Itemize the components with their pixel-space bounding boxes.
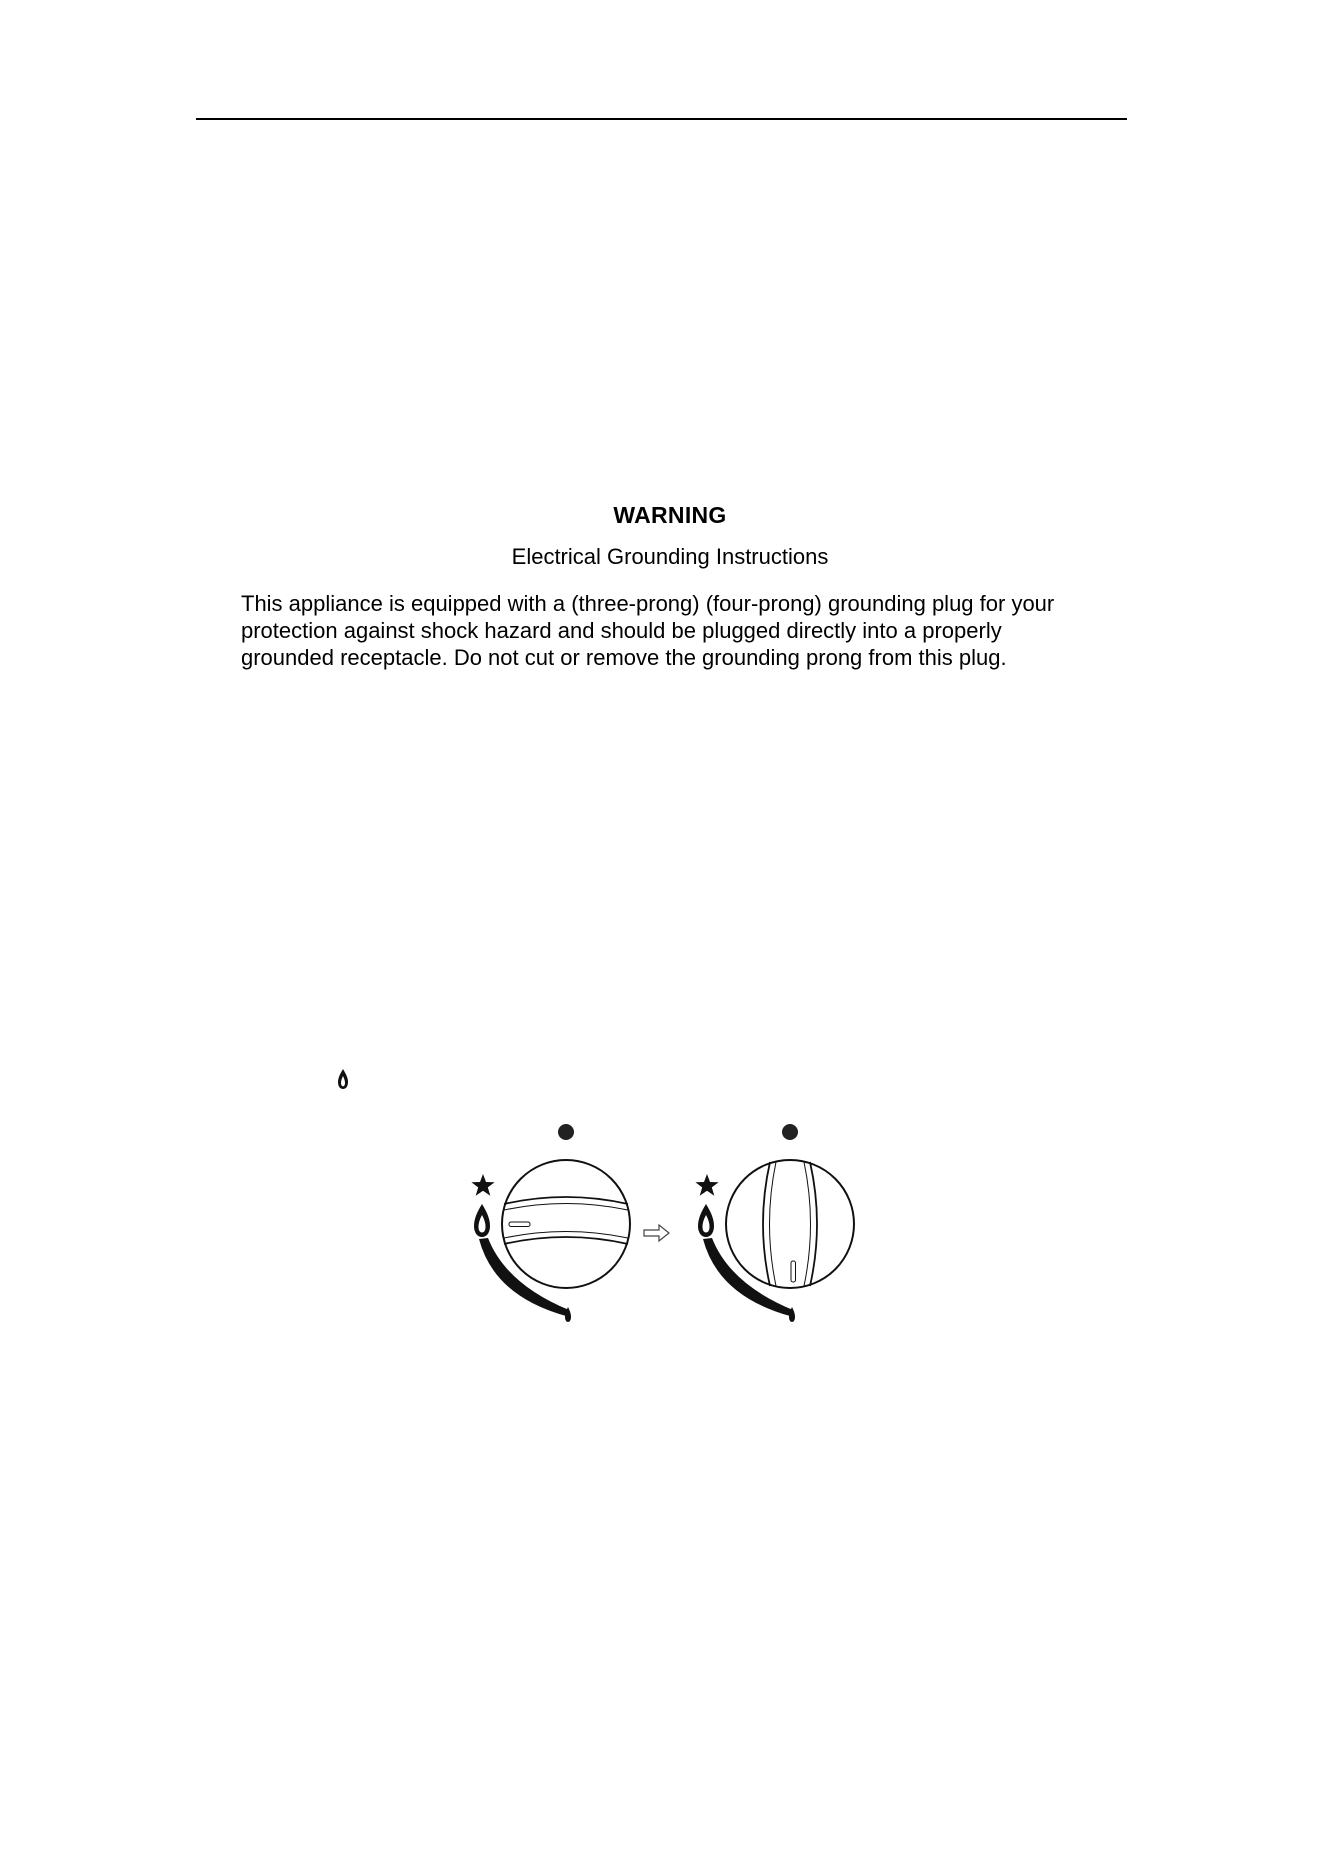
warning-title: WARNING — [613, 502, 727, 528]
ignition-star-icon — [471, 1174, 494, 1196]
off-dot-icon — [782, 1124, 798, 1140]
warning-body-text: This appliance is equipped with a (three-prong) (four-prong) grounding plug for your protection against shock hazard and should be plugged directly into a properly grounded receptacle. Do not cut or remove the grounding prong from this plug. — [241, 591, 1055, 670]
off-dot-icon — [558, 1124, 574, 1140]
warning-subtitle: Electrical Grounding Instructions — [511, 544, 829, 569]
knob-diagram — [466, 1118, 866, 1330]
knob-dial — [726, 1160, 854, 1288]
flame-icon — [337, 1068, 349, 1090]
knob-ignition-position — [695, 1124, 854, 1322]
knob-indicator — [509, 1222, 530, 1227]
knob-off-position — [471, 1124, 630, 1322]
header-rule — [196, 118, 1127, 120]
ignition-star-icon — [695, 1174, 718, 1196]
right-arrow-icon — [644, 1225, 669, 1241]
knob-indicator — [791, 1261, 796, 1282]
